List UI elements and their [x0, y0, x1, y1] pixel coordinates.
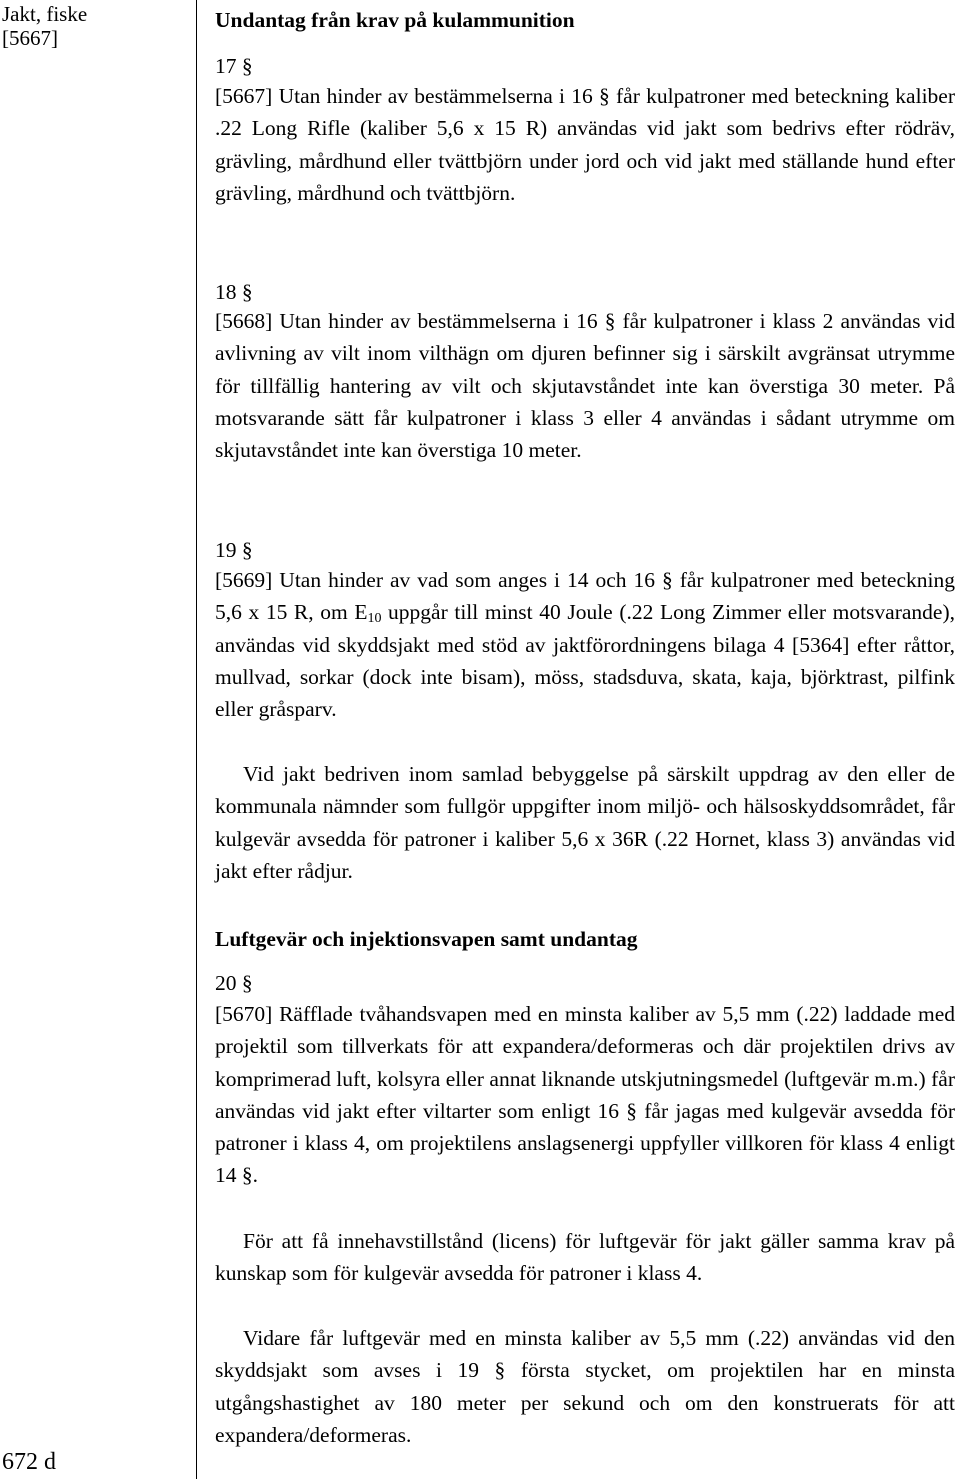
margin-reference: [2, 2, 87, 50]
section-17-number: 17 §: [215, 54, 253, 78]
section-19-text-1b: uppgår till minst 40 Joule (.22 Long Zimmer eller motsvarande), användas vid skyddsjakt med stöd av jaktförordningens bilaga 4 [5364] efter råttor, mullvad, sorkar (dock inte bisam), möss, stadsduva, skata, kaja, björktrast, pilfink eller gråsparv.: [215, 600, 955, 722]
section-20-text-1: [5670] Räfflade tvåhandsvapen med en minsta kaliber av 5,5 mm (.22) laddade med projektil som tillverkats för att expandera/deformeras och där projektilen drivs av komprimerad luft, kolsyra eller annat liknande utskjutningsmedel (luftgevär m.m.) får användas vid jakt efter viltarter som enligt 16 § får jagas med kulgevär avsedda för patroner i klass 4, om projektilens anslagsenergi uppfyller villkoren för klass 4 enligt 14 §.: [215, 1002, 955, 1188]
page-number: 672 d: [2, 1449, 56, 1475]
section-19-text-1: [215, 564, 955, 725]
margin-ref-title: Jakt, fiske: [2, 2, 88, 26]
heading-kulammunition: Undantag från krav på kulammunition: [215, 8, 575, 32]
section-20-text-2: För att få innehavstillstånd (licens) för luftgevär för jakt gäller samma krav på kunskap som för kulgevär avsedda för patroner i klass 4.: [215, 1229, 955, 1286]
section-17-text: [5667] Utan hinder av bestämmelserna i 16 § får kulpatroner med beteckning kaliber .22 Long Rifle (kaliber 5,6 x 15 R) användas vid jakt som bedrivs efter rödräv, grävling, mårdhund eller tvättbjörn under jord och vid jakt med ställande hund efter grävling, mårdhund och tvättbjörn.: [215, 84, 955, 205]
section-20-text-3: Vidare får luftgevär med en minsta kaliber av 5,5 mm (.22) användas vid den skyddsjakt som avses i 19 § första stycket, om projektilen har en minsta utgångshastighet av 180 meter per sekund och om den konstruerats för att expandera/deformeras.: [215, 1326, 955, 1447]
margin-column: [0, 0, 197, 1479]
section-18-text: [5668] Utan hinder av bestämmelserna i 16 § får kulpatroner i klass 2 användas vid avlivning av vilt inom vilthägn om djuren befinner sig i särskilt avgränsat utrymme för tillfällig hantering av vilt och skjutavståndet inte kan överstiga 30 meter. På motsvarande sätt får kulpatroner i klass 3 eller 4 användas i sådant utrymme om skjutavståndet inte kan överstiga 10 meter.: [215, 309, 955, 463]
section-18-number: 18 §: [215, 280, 253, 304]
section-20-number: 20 §: [215, 971, 253, 995]
section-19-number: 19 §: [215, 538, 253, 562]
section-19-text-1a: [5669] Utan hinder av vad som anges i 14 och 16 § får kulpatroner med beteckning 5,6 x 15 R, om E: [215, 568, 955, 625]
energy-subscript: 10: [367, 611, 382, 627]
heading-luftgevar: Luftgevär och injektionsvapen samt undantag: [215, 927, 638, 951]
margin-ref-number: [5667]: [2, 26, 58, 50]
section-19-text-2: Vid jakt bedriven inom samlad bebyggelse på särskilt uppdrag av den eller de kommunala nämnder som fullgör uppgifter inom miljö- och hälsoskyddsområdet, får kulgevär avsedda för patroner i kaliber 5,6 x 36R (.22 Hornet, klass 3) användas vid jakt efter rådjur.: [215, 762, 955, 883]
